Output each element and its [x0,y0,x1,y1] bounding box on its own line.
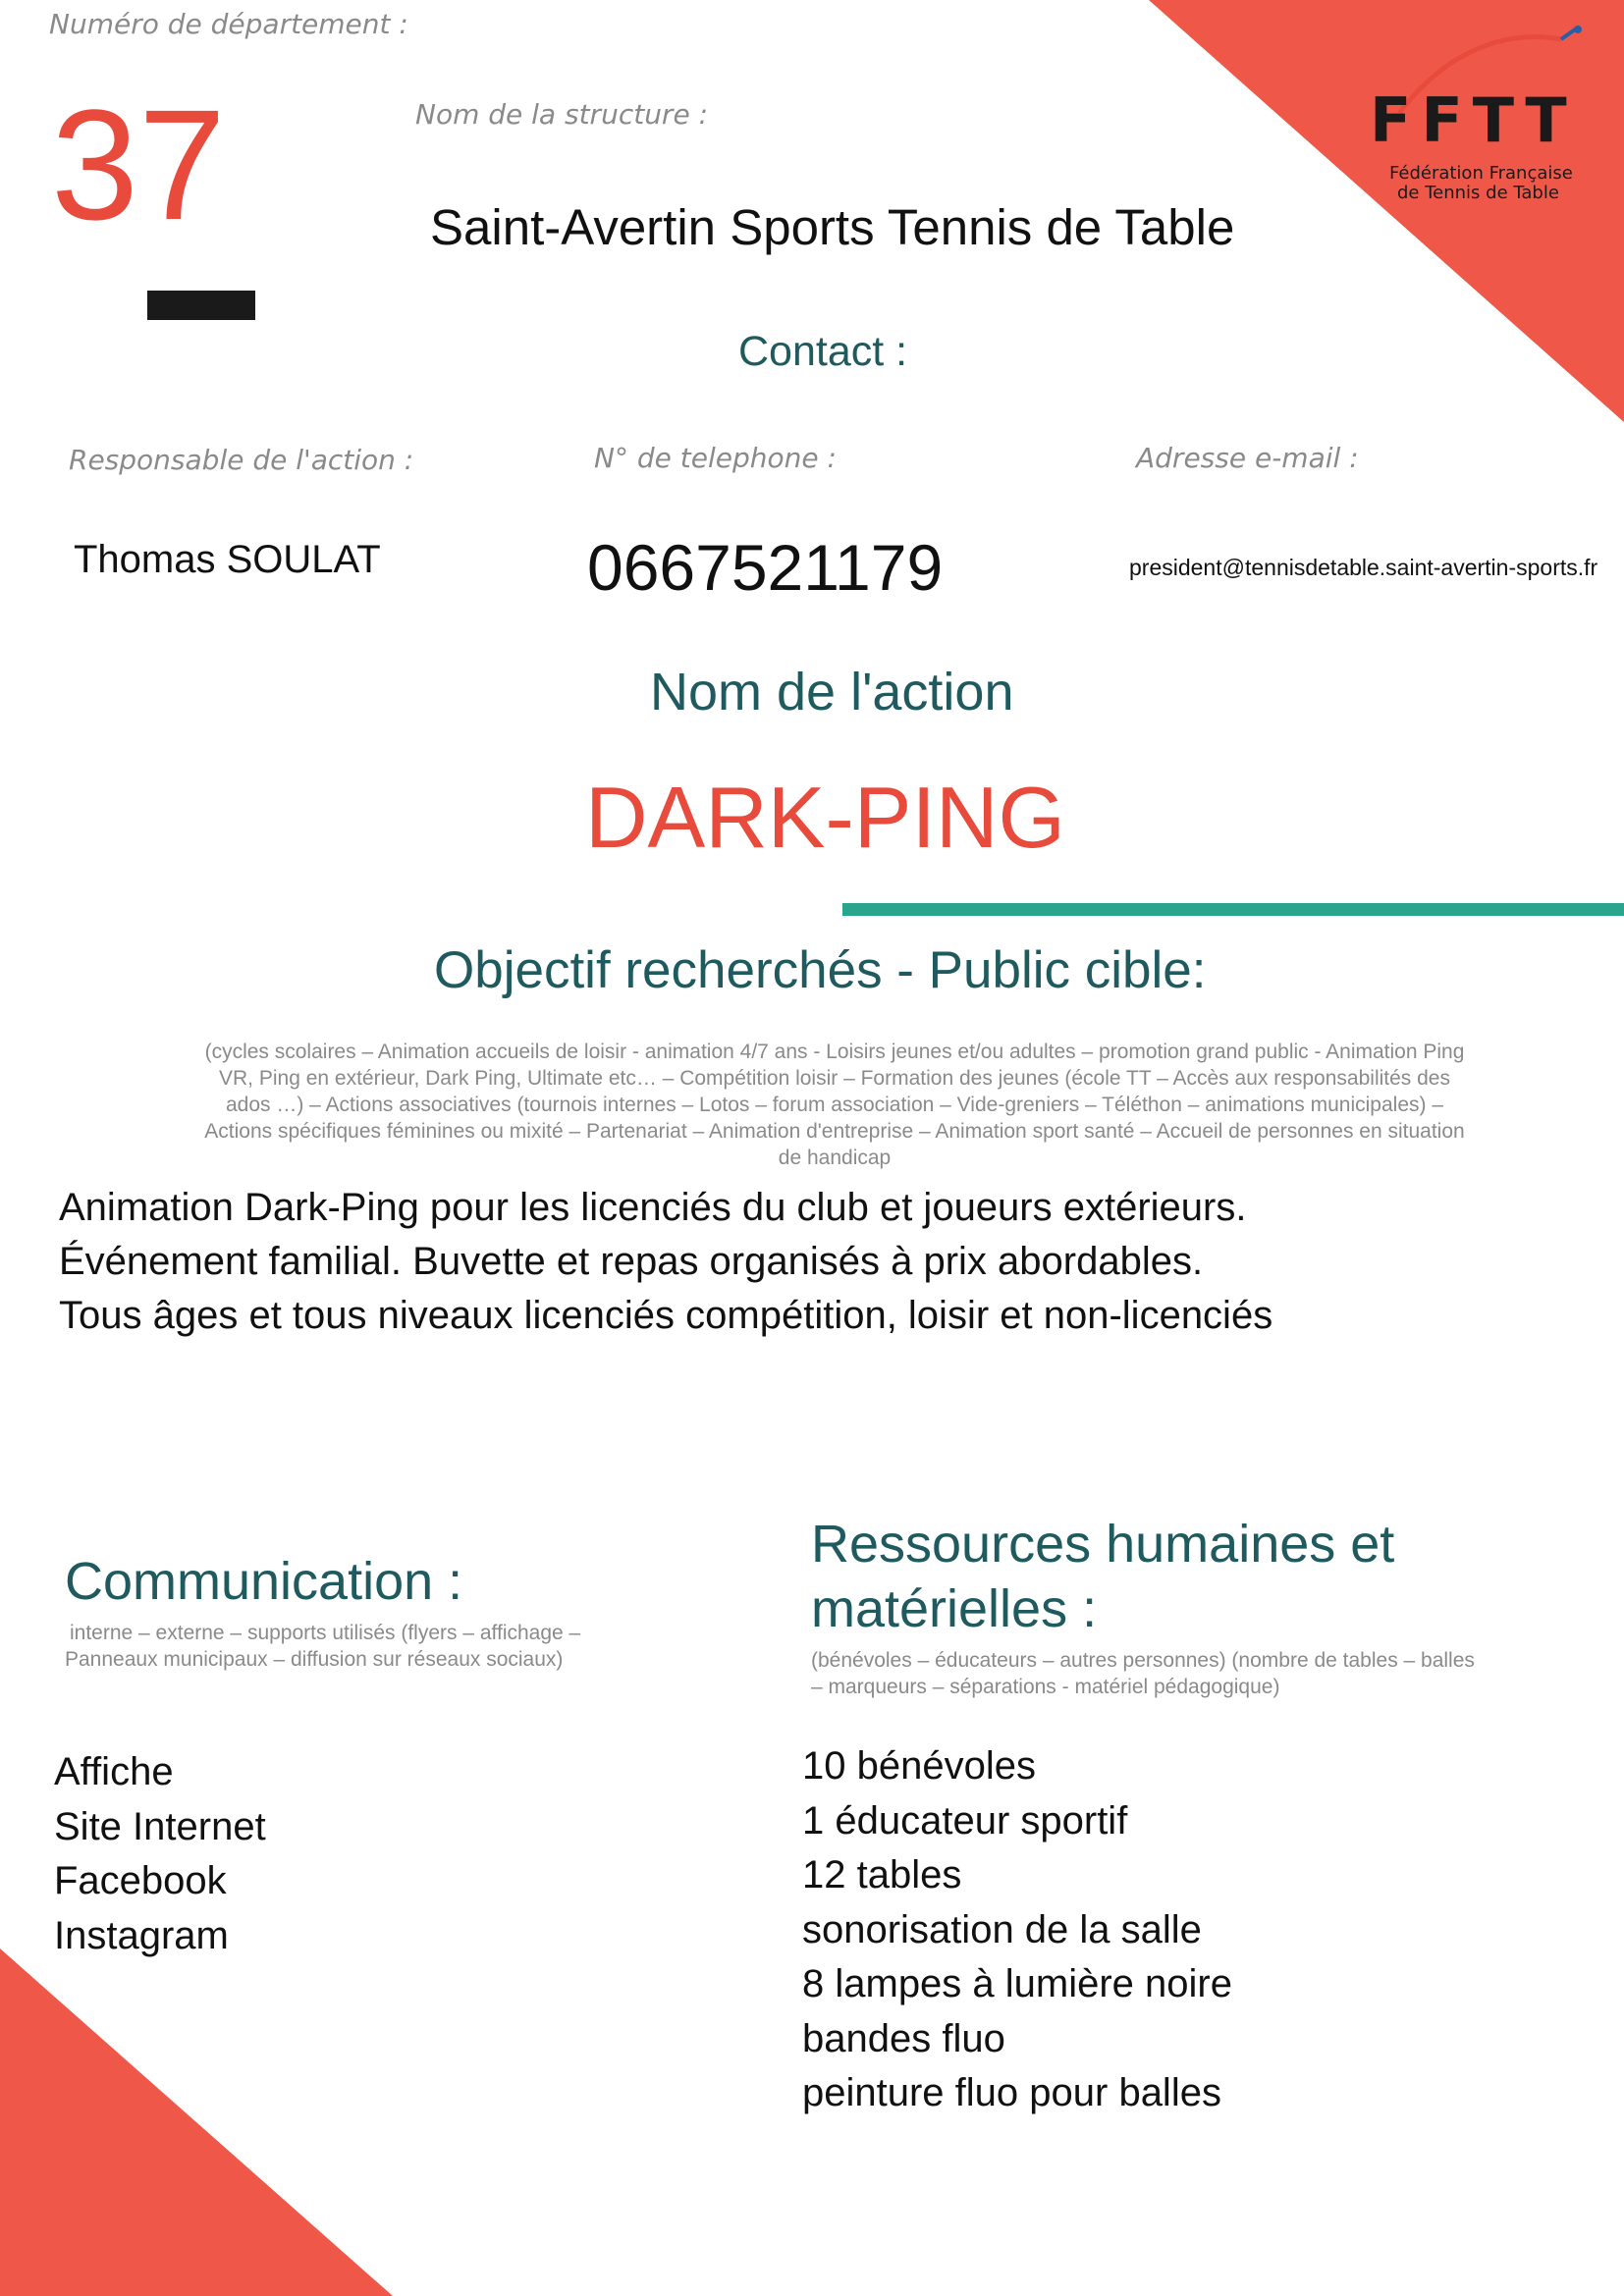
bottom-left-triangle [0,1949,393,2296]
structure-label: Nom de la structure : [415,98,709,131]
communication-item: Site Internet [54,1804,266,1848]
objectif-hint-line: (cycles scolaires – Animation accueils de loisir - animation 4/7 ans - Loisirs jeunes et/ou adultes – promotion grand public - Animation Ping [204,1041,1465,1063]
ressources-hint-line: – marqueurs – séparations - matériel pédagogique) [811,1676,1280,1698]
ressources-heading-line: matérielles : [811,1579,1098,1638]
teal-divider [842,903,1624,916]
ressources-heading [811,1512,1394,1641]
phone-value: 0667521179 [587,531,944,604]
fftt-logo [1360,20,1596,216]
objectif-line: Tous âges et tous niveaux licenciés compétition, loisir et non-licenciés [59,1294,1273,1337]
ressources-hint-line: (bénévoles – éducateurs – autres personnes) (nombre de tables – balles [811,1649,1475,1672]
logo-caption-2: de Tennis de Table [1397,183,1559,203]
dept-underline [147,291,255,320]
objectif-hint-line: ados …) – Actions associatives (tournois internes – Lotos – forum association – Vide-greniers – Téléthon – animations municipales) – [225,1094,1444,1116]
ressources-item: 8 lampes à lumière noire [802,1962,1232,2005]
email-label: Adresse e-mail : [1136,442,1359,474]
objectif-line: Événement familial. Buvette et repas organisés à prix abordables. [59,1240,1204,1283]
communication-hint-line: interne – externe – supports utilisés (flyers – affichage – [70,1622,581,1644]
objectif-hint-line: Actions spécifiques féminines ou mixité – Partenariat – Animation d'entreprise – Animation sport santé – Accueil de personnes en situation [204,1120,1465,1143]
ressources-item: bandes fluo [802,2016,1005,2060]
objectif-hint-line: de handicap [778,1147,892,1169]
logo-caption-1: Fédération Française [1389,163,1573,184]
ressources-list [802,1739,1232,2121]
ressources-item: peinture fluo pour balles [802,2071,1221,2114]
communication-item: Facebook [54,1859,227,1902]
ressources-heading-line: Ressources humaines et [811,1515,1395,1574]
objectif-text [59,1181,1272,1343]
ressources-item: sonorisation de la salle [802,1907,1202,1951]
ressources-hint [811,1647,1475,1700]
dept-number: 37 [51,77,226,252]
structure-name: Saint-Avertin Sports Tennis de Table [430,199,1235,255]
objectif-hint [147,1039,1522,1171]
communication-heading: Communication : [65,1552,463,1611]
action-heading: Nom de l'action [650,663,1014,721]
responsable-value: Thomas SOULAT [74,538,381,581]
dept-label: Numéro de département : [49,8,408,40]
objectif-heading: Objectif recherchés - Public cible: [434,941,1207,999]
responsable-label: Responsable de l'action : [69,444,414,476]
ressources-item: 10 bénévoles [802,1744,1036,1788]
action-name: DARK-PING [585,769,1065,866]
ressources-item: 1 éducateur sportif [802,1798,1128,1842]
phone-label: N° de telephone : [594,442,837,474]
email-value: president@tennisdetable.saint-avertin-sports.fr [1129,555,1598,580]
ressources-item: 12 tables [802,1853,962,1896]
communication-hint [65,1620,580,1673]
communication-list [54,1745,266,1963]
communication-item: Instagram [54,1913,229,1957]
logo-text: FFTT [1370,84,1577,156]
objectif-line: Animation Dark-Ping pour les licenciés du club et joueurs extérieurs. [59,1186,1247,1229]
objectif-hint-line: VR, Ping en extérieur, Dark Ping, Ultimate etc… – Compétition loisir – Formation des jeunes (école TT – Accès aux responsabilités des [219,1067,1450,1090]
communication-item: Affiche [54,1750,174,1793]
communication-hint-line: Panneaux municipaux – diffusion sur réseaux sociaux) [65,1648,564,1671]
contact-heading: Contact : [738,328,908,375]
